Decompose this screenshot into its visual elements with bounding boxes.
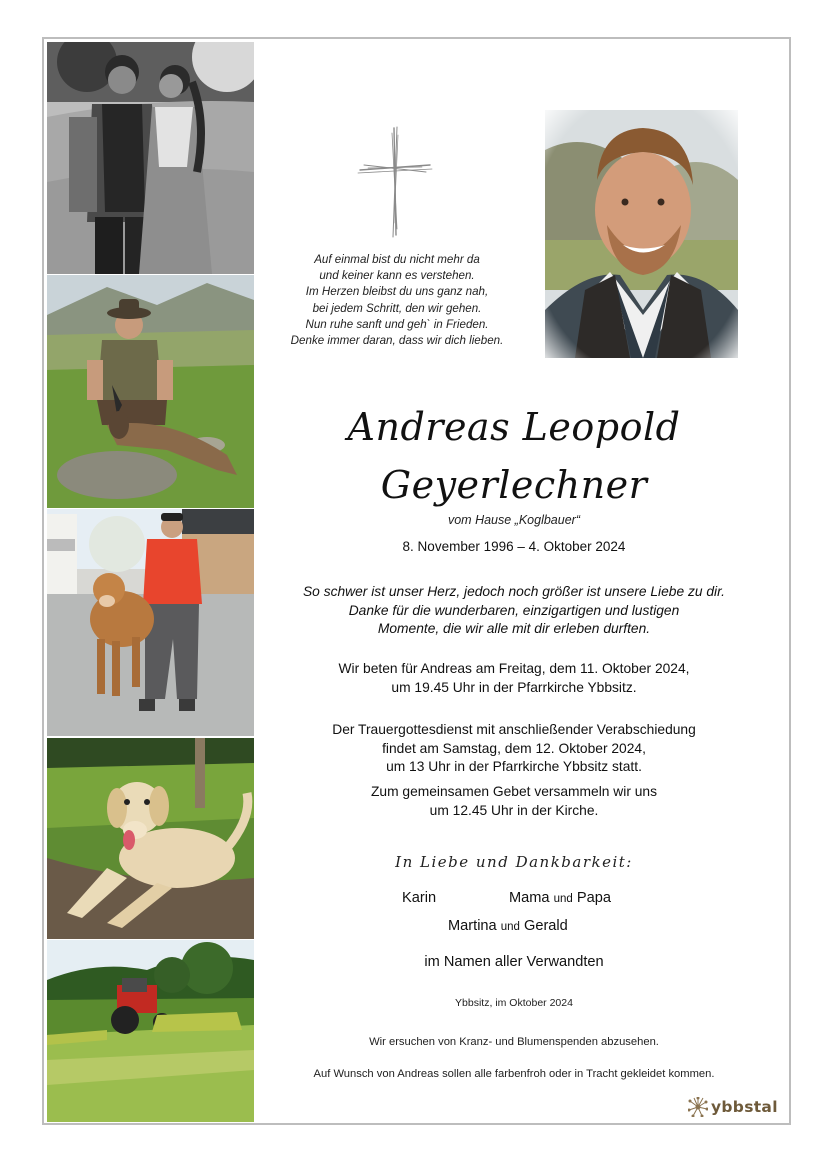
service-line: Der Trauergottesdienst mit anschließender Verabschiedung	[332, 722, 696, 737]
poem	[262, 252, 532, 349]
family-parents	[509, 890, 611, 906]
message-line: Momente, die wir alle mit dir erleben durften.	[377, 621, 651, 637]
dandelion-icon	[688, 1097, 708, 1117]
service-line: um 13 Uhr in der Pfarrkirche Ybbsitz statt.	[386, 759, 642, 775]
prayer-line: Wir beten für Andreas am Freitag, dem 11. Oktober 2024,	[338, 661, 690, 676]
family-und: und	[553, 893, 573, 905]
mountain-hunter-photo	[47, 275, 254, 508]
deceased-name	[262, 398, 766, 514]
poem-line: und keiner kann es verstehen.	[319, 269, 475, 283]
memorial-message	[262, 583, 766, 639]
poem-line: Nun ruhe sanft und geh` in Frieden.	[305, 317, 489, 331]
name-line-2: Geyerlechner	[380, 463, 648, 507]
thanks-heading: In Liebe und Dankbarkeit:	[395, 853, 633, 871]
house-name: vom Hause „Koglbauer“	[447, 513, 580, 527]
note-flowers: Wir ersuchen von Kranz- und Blumenspenden abzusehen.	[369, 1036, 659, 1048]
message-line: So schwer ist unser Herz, jedoch noch größer ist unsere Liebe zu dir.	[302, 584, 726, 599]
life-dates: 8. November 1996 – 4. Oktober 2024	[402, 539, 626, 554]
service-info	[262, 721, 766, 777]
gathering-info	[262, 783, 766, 820]
tractor-photo	[47, 940, 254, 1122]
service-line: findet am Samstag, dem 12. Oktober 2024,	[382, 740, 646, 756]
poem-line: Im Herzen bleibst du uns ganz nah,	[305, 285, 489, 299]
family-und-2: und	[500, 921, 520, 933]
family-papa: Papa	[576, 890, 611, 906]
calf-photo	[47, 509, 254, 736]
logo-text: ybbstal	[711, 1098, 778, 1116]
dog-photo	[47, 738, 254, 939]
family-karin: Karin	[402, 890, 437, 906]
family-martina: Martina	[448, 918, 497, 934]
poem-line: Denke immer daran, dass wir dich lieben.	[290, 334, 504, 348]
family-gerald: Gerald	[523, 918, 568, 934]
ybbstal-logo	[688, 1095, 778, 1119]
family-mama: Mama	[509, 890, 550, 906]
prayer-info	[262, 660, 766, 697]
gathering-line: um 12.45 Uhr in der Kirche.	[429, 802, 599, 818]
name-line-1: Andreas Leopold	[347, 405, 681, 449]
prayer-line: um 19.45 Uhr in der Pfarrkirche Ybbsitz.	[391, 679, 637, 695]
portrait-photo	[545, 110, 738, 358]
place-date: Ybbsitz, im Oktober 2024	[455, 997, 573, 1009]
poem-line: Auf einmal bist du nicht mehr da	[314, 253, 480, 266]
poem-line: bei jedem Schritt, den wir gehen.	[312, 301, 482, 315]
family-relatives: im Namen aller Verwandten	[424, 954, 604, 970]
cross-icon	[356, 125, 434, 240]
couple-photo	[47, 42, 254, 274]
gathering-line: Zum gemeinsamen Gebet versammeln wir uns	[370, 784, 657, 799]
note-clothing: Auf Wunsch von Andreas sollen alle farbenfroh oder in Tracht gekleidet kommen.	[313, 1068, 715, 1080]
message-line: Danke für die wunderbaren, einzigartigen und lustigen	[348, 602, 680, 618]
family-siblings	[448, 918, 568, 934]
